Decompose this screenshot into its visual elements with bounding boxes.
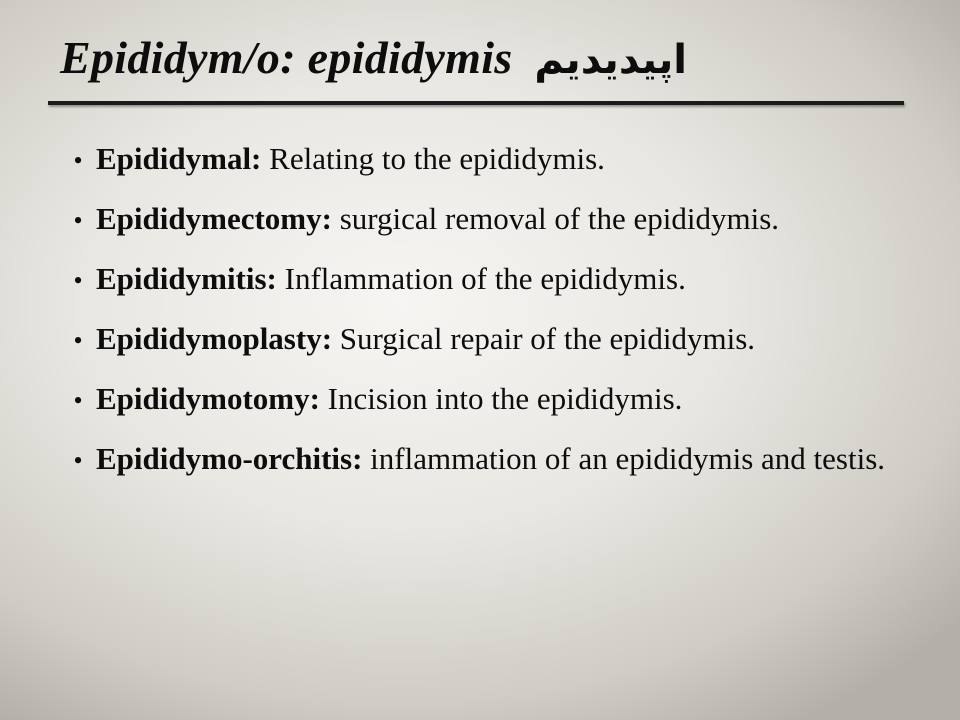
bullet-icon: • xyxy=(73,206,83,235)
bullet-icon: • xyxy=(73,386,83,415)
list-item xyxy=(60,316,900,363)
list-item xyxy=(60,376,900,423)
list-item xyxy=(60,256,900,303)
term-list xyxy=(60,136,900,496)
term-definition: Incision into the epididymis. xyxy=(319,381,683,416)
bullet-icon: • xyxy=(73,326,83,355)
term-name: Epididymal: xyxy=(96,141,262,176)
term-name: Epididymoplasty: xyxy=(96,321,333,356)
bullet-icon: • xyxy=(73,146,83,175)
slide-title xyxy=(60,26,687,92)
term-name: Epididymo-orchitis: xyxy=(96,441,363,476)
title-persian-text: اپیدیدیم xyxy=(534,37,687,83)
list-item xyxy=(60,436,900,483)
term-definition: inflammation of an epididymis and testis. xyxy=(362,441,886,476)
title-divider xyxy=(48,101,904,105)
term-name: Epididymotomy: xyxy=(96,381,320,416)
bullet-icon: • xyxy=(73,266,83,295)
bullet-icon: • xyxy=(73,446,83,475)
list-item xyxy=(60,196,900,243)
term-definition: Surgical repair of the epididymis. xyxy=(332,321,756,356)
term-definition: Relating to the epididymis. xyxy=(261,141,605,176)
list-item xyxy=(60,136,900,183)
title-text: Epididym/o: epididymis xyxy=(60,32,513,83)
term-name: Epididymitis: xyxy=(96,261,277,296)
term-name: Epididymectomy: xyxy=(96,201,332,236)
term-definition: surgical removal of the epididymis. xyxy=(331,201,780,236)
term-definition: Inflammation of the epididymis. xyxy=(276,261,686,296)
